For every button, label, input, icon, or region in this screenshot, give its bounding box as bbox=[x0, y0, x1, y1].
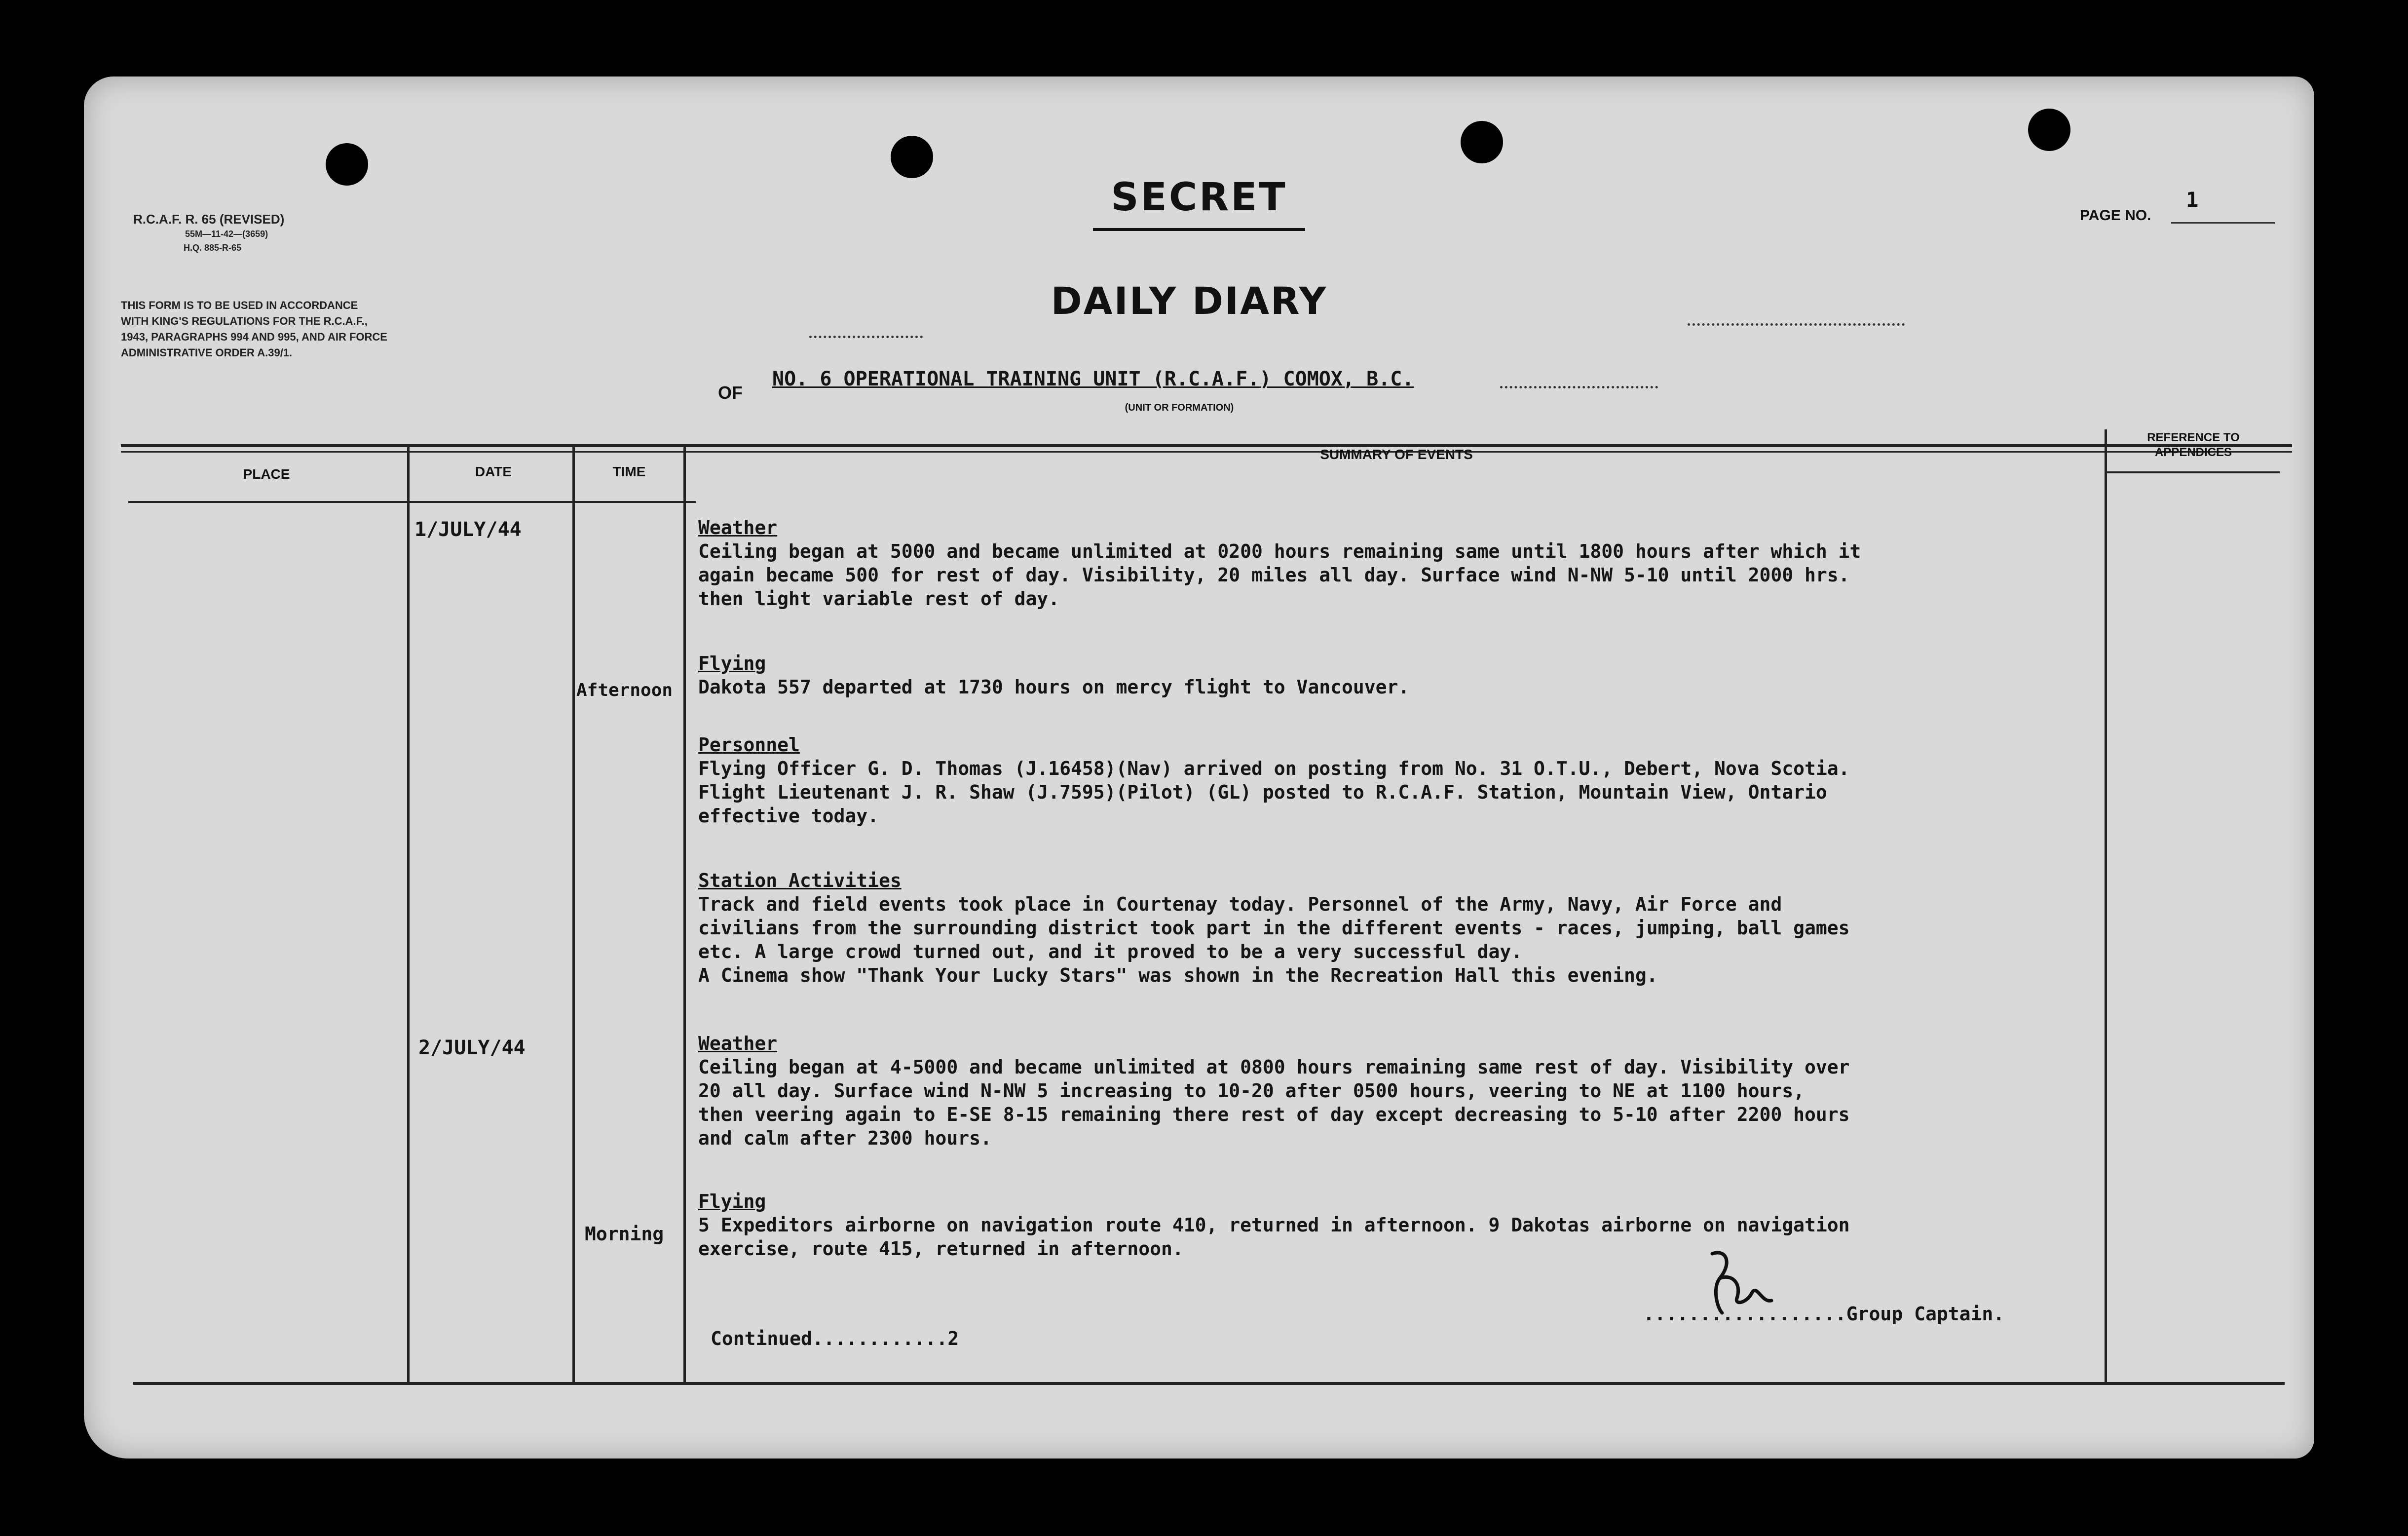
weather-entry bbox=[698, 1032, 2105, 1150]
entry-date: 2/JULY/44 bbox=[418, 1037, 526, 1059]
summary-line: again became 500 for rest of day. Visibility, 20 miles all day. Surface wind N-NW 5-10 until 2000 hrs. bbox=[698, 564, 1850, 586]
column-rule bbox=[683, 447, 686, 1382]
header-bottom-rule bbox=[128, 501, 696, 503]
section-heading: Weather bbox=[698, 1033, 778, 1054]
summary-line: Track and field events took place in Courtenay today. Personnel of the Army, Navy, Air Force and bbox=[698, 893, 1782, 915]
summary-line: Flying Officer G. D. Thomas (J.16458)(Nav) arrived on posting from No. 31 O.T.U., Debert, Nova Scotia. bbox=[698, 758, 1850, 779]
dotted-rule bbox=[1688, 323, 1905, 326]
column-header-date: DATE bbox=[475, 464, 512, 479]
column-rule bbox=[2105, 429, 2107, 1382]
column-header-time: TIME bbox=[612, 464, 646, 479]
summary-line: Flight Lieutenant J. R. Shaw (J.7595)(Pilot) (GL) posted to R.C.A.F. Station, Mountain View, Ontario bbox=[698, 781, 1827, 803]
column-header-reference: REFERENCE TO bbox=[2147, 431, 2240, 444]
form-instruction-line: 1943, PARAGRAPHS 994 AND 995, AND AIR FORCE bbox=[121, 331, 387, 343]
punch-hole bbox=[326, 143, 368, 186]
column-header-place: PLACE bbox=[243, 466, 290, 482]
section-heading: Station Activities bbox=[698, 870, 902, 891]
classification-underline bbox=[1093, 228, 1305, 231]
summary-line: and calm after 2300 hours. bbox=[698, 1127, 992, 1149]
of-label: OF bbox=[718, 383, 743, 403]
section-heading: Flying bbox=[698, 653, 766, 674]
summary-line: exercise, route 415, returned in afternoon. bbox=[698, 1238, 1184, 1260]
column-rule bbox=[407, 447, 410, 1382]
form-instruction-line: WITH KING'S REGULATIONS FOR THE R.C.A.F., bbox=[121, 315, 368, 327]
station-activities-entry bbox=[698, 869, 2105, 987]
page-number-value: 1 bbox=[2186, 188, 2199, 212]
section-heading: Personnel bbox=[698, 734, 800, 756]
column-rule bbox=[572, 447, 575, 1382]
flying-entry bbox=[698, 652, 2105, 699]
summary-line: etc. A large crowd turned out, and it proved to be a very successful day. bbox=[698, 941, 1523, 962]
form-instruction-line: ADMINISTRATIVE ORDER A.39/1. bbox=[121, 346, 293, 359]
table-bottom-rule bbox=[133, 1382, 2285, 1385]
entry-time: Afternoon bbox=[576, 680, 673, 700]
punch-hole bbox=[1461, 121, 1503, 163]
summary-line: Dakota 557 departed at 1730 hours on mercy flight to Vancouver. bbox=[698, 676, 1410, 698]
summary-line: 5 Expeditors airborne on navigation route 410, returned in afternoon. 9 Dakotas airborne on navigation bbox=[698, 1214, 1850, 1236]
dotted-rule bbox=[809, 336, 923, 338]
summary-line: effective today. bbox=[698, 805, 879, 827]
table-top-rule bbox=[121, 444, 2292, 447]
section-heading: Weather bbox=[698, 517, 778, 538]
hq-code: H.Q. 885-R-65 bbox=[184, 243, 242, 253]
summary-line: 20 all day. Surface wind N-NW 5 increasing to 10-20 after 0500 hours, veering to NE at 1100 hours, bbox=[698, 1080, 1805, 1102]
summary-line: Ceiling began at 4-5000 and became unlimited at 0800 hours remaining same rest of day. Visibility over bbox=[698, 1056, 1850, 1078]
page-number-label: PAGE NO. bbox=[2080, 207, 2151, 224]
summary-line: civilians from the surrounding district took part in the different events - races, jumping, ball games bbox=[698, 917, 1850, 939]
weather-entry bbox=[698, 516, 2105, 611]
continued-note: Continued............2 bbox=[711, 1328, 959, 1349]
form-instruction-line: THIS FORM IS TO BE USED IN ACCORDANCE bbox=[121, 299, 358, 311]
column-header-appendices: APPENDICES bbox=[2154, 446, 2232, 459]
flying-entry bbox=[698, 1190, 2105, 1261]
unit-name: NO. 6 OPERATIONAL TRAINING UNIT (R.C.A.F.) COMOX, B.C. bbox=[772, 368, 1414, 390]
classification-heading: SECRET bbox=[1111, 175, 1287, 220]
form-number: R.C.A.F. R. 65 (REVISED) bbox=[133, 212, 285, 227]
page-title: DAILY DIARY bbox=[1051, 279, 1328, 323]
section-heading: Flying bbox=[698, 1190, 766, 1212]
summary-line: then light variable rest of day. bbox=[698, 588, 1060, 610]
table-top-rule-2 bbox=[121, 451, 2292, 453]
signature-line: ..................Group Captain. bbox=[1643, 1303, 2005, 1325]
page-number-rule bbox=[2171, 222, 2275, 224]
dotted-rule bbox=[1500, 386, 1658, 388]
unit-caption: (UNIT OR FORMATION) bbox=[1125, 402, 1234, 413]
summary-line: then veering again to E-SE 8-15 remaining there rest of day except decreasing to 5-10 after 2200 hours bbox=[698, 1104, 1850, 1125]
entry-time: Morning bbox=[585, 1223, 664, 1245]
summary-line: Ceiling began at 5000 and became unlimited at 0200 hours remaining same until 1800 hours after which it bbox=[698, 540, 1861, 562]
column-header-summary: SUMMARY OF EVENTS bbox=[1320, 447, 1473, 462]
reference-header-rule bbox=[2107, 471, 2280, 473]
personnel-entry bbox=[698, 733, 2105, 828]
print-code: 55M—11-42—(3659) bbox=[185, 229, 268, 239]
punch-hole bbox=[2028, 109, 2070, 151]
punch-hole bbox=[891, 136, 933, 178]
entry-date: 1/JULY/44 bbox=[414, 518, 522, 541]
summary-line: A Cinema show "Thank Your Lucky Stars" was shown in the Recreation Hall this evening. bbox=[698, 964, 1658, 986]
